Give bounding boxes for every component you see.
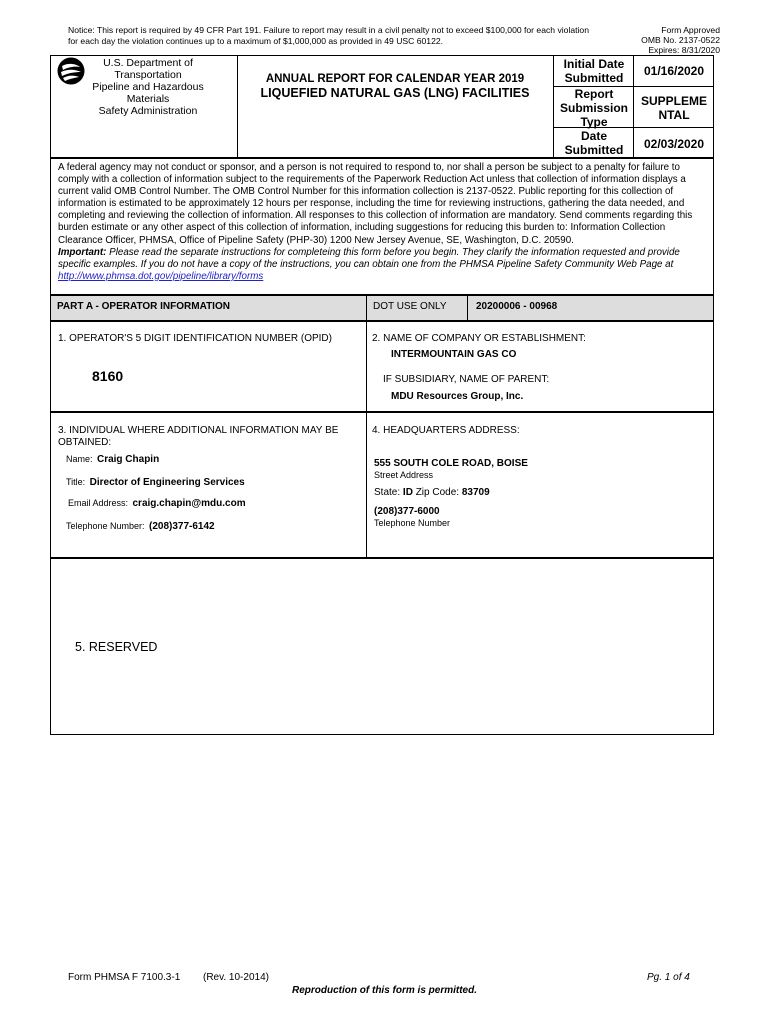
submission-type-value xyxy=(634,94,714,122)
agency-line: Materials xyxy=(126,93,170,105)
opid-label: 1. OPERATOR'S 5 DIGIT IDENTIFICATION NUMBER (OPID) xyxy=(58,333,332,344)
contact-email-row xyxy=(68,493,246,511)
contact-name-label: Name: xyxy=(66,454,93,464)
divider xyxy=(553,55,554,157)
divider xyxy=(50,294,714,296)
agency-name xyxy=(78,57,218,117)
label-line: Submission xyxy=(559,101,628,115)
zip-label: Zip Code: xyxy=(415,487,460,498)
street-address-label: Street Address xyxy=(374,470,434,480)
contact-label xyxy=(58,425,338,449)
date-submitted-label xyxy=(555,129,633,157)
agency-line: Transportation xyxy=(114,69,182,81)
value-line: SUPPLEME xyxy=(640,94,707,108)
initial-date-label xyxy=(555,57,633,85)
divider xyxy=(366,295,367,557)
divider xyxy=(50,411,714,413)
state-value[interactable]: ID xyxy=(402,487,413,498)
omb-approval xyxy=(612,25,720,55)
dot-use-only-label: DOT USE ONLY xyxy=(373,301,447,312)
contact-email-label: Email Address: xyxy=(68,498,129,508)
contact-phone-label: Telephone Number: xyxy=(66,521,145,531)
hq-phone-label: Telephone Number xyxy=(374,518,451,528)
notice-line-1: Notice: This report is required by 49 CFR Part 191. Failure to report may result in a civil penalty not to exceed $100,000 for each violation xyxy=(68,25,589,35)
initial-date-value: 01/16/2020 xyxy=(643,64,705,78)
label-line: Submitted xyxy=(564,143,624,157)
state-zip-row xyxy=(374,487,490,499)
dot-use-only-value: 20200006 - 00968 xyxy=(476,301,558,312)
form-id: Form PHMSA F 7100.3-1 xyxy=(68,972,181,983)
forms-library-link[interactable]: http://www.phmsa.dot.gov/pipeline/library/forms xyxy=(58,270,264,282)
label-line: Submitted xyxy=(564,71,624,85)
agency-line: Safety Administration xyxy=(98,105,198,117)
report-title xyxy=(240,72,550,101)
hq-phone-value[interactable]: (208)377-6000 xyxy=(374,506,440,517)
label-line: Type xyxy=(580,115,608,129)
parent-name-value[interactable]: MDU Resources Group, Inc. xyxy=(391,391,524,402)
zip-value[interactable]: 83709 xyxy=(461,487,490,498)
contact-name-value[interactable]: Craig Chapin xyxy=(96,454,160,465)
date-submitted-value: 02/03/2020 xyxy=(643,137,705,151)
form-approved-label: Form Approved xyxy=(661,25,720,35)
contact-phone-row xyxy=(66,516,215,534)
submission-type-label xyxy=(555,87,633,129)
company-name-label: 2. NAME OF COMPANY OR ESTABLISHMENT: xyxy=(372,333,586,344)
opid-value[interactable]: 8160 xyxy=(92,368,124,384)
reserved-label: 5. RESERVED xyxy=(75,640,158,654)
report-title-line-2: LIQUEFIED NATURAL GAS (LNG) FACILITIES xyxy=(260,86,530,100)
page-number: Pg. 1 of 4 xyxy=(647,972,690,983)
reproduction-notice: Reproduction of this form is permitted. xyxy=(292,985,478,996)
agency-line: U.S. Department of xyxy=(103,57,193,69)
form-revision: (Rev. 10-2014) xyxy=(203,972,269,983)
label-line: Date xyxy=(580,129,607,143)
part-a-title: PART A - OPERATOR INFORMATION xyxy=(57,301,230,312)
contact-email-value[interactable]: craig.chapin@mdu.com xyxy=(132,498,246,509)
important-label: Important: xyxy=(58,246,107,258)
burden-text: A federal agency may not conduct or sponsor, and a person is not required to respond to, nor shall a person be subject to a penalty for failure to comply with a collection of information subject to the requirements of the Paperwork Reduction Act unless that collection of information displays a current valid OMB Control Number. The OMB Control Number for this information collection is 2137-0522. Public reporting for this collection of information is estimated to be approximately 12 hours per response, including the time for reviewing instructions, gathering the data needed, and completing and reviewing the collection of information. All responses to this collection of information are mandatory. Send comments regarding this burden estimate or any other aspect of this collection of information, including suggestions for reducing this burden to: Information Collection Clearance Officer, PHMSA, Office of Pipeline Safety (PHP-30) 1200 New Jersey Avenue, SE, Washington, D.C. 20590. xyxy=(58,162,693,246)
label-line: OBTAINED: xyxy=(58,437,112,448)
label-line: Initial Date xyxy=(563,57,625,71)
agency-line: Pipeline and Hazardous xyxy=(92,81,204,93)
notice-line-2: for each day the violation continues up to a maximum of $1,000,000 as provided in 49 USC 60122. xyxy=(68,36,444,46)
value-line: NTAL xyxy=(658,108,690,122)
contact-title-value[interactable]: Director of Engineering Services xyxy=(89,477,245,488)
contact-title-label: Title: xyxy=(66,477,86,487)
important-text: Please read the separate instructions for completeing this form before you begin. They clarify the information requested and provide specific examples. If you do not have a copy of the instructions, you can obtain one from the PHMSA Pipeline Safety Community Web Page at xyxy=(58,246,680,270)
burden-statement xyxy=(58,162,708,283)
omb-expiration: Expires: 8/31/2020 xyxy=(648,45,720,55)
important-notice xyxy=(58,247,708,271)
label-line: 3. INDIVIDUAL WHERE ADDITIONAL INFORMATION MAY BE xyxy=(58,425,339,436)
company-name-value[interactable]: INTERMOUNTAIN GAS CO xyxy=(391,349,517,360)
omb-number: OMB No. 2137-0522 xyxy=(641,35,720,45)
parent-name-label: IF SUBSIDIARY, NAME OF PARENT: xyxy=(383,374,550,385)
divider xyxy=(237,55,238,157)
state-label: State: xyxy=(374,487,401,498)
label-line: Report xyxy=(574,87,614,101)
divider xyxy=(50,557,714,559)
street-address-value[interactable]: 555 SOUTH COLE ROAD, BOISE xyxy=(374,458,528,469)
divider xyxy=(50,320,714,322)
contact-name-row xyxy=(66,449,159,467)
contact-phone-value[interactable]: (208)377-6142 xyxy=(149,521,215,532)
notice-text xyxy=(68,25,628,47)
divider xyxy=(467,295,468,320)
divider xyxy=(50,157,714,159)
report-title-line-1: ANNUAL REPORT FOR CALENDAR YEAR 2019 xyxy=(265,73,525,85)
contact-title-row xyxy=(66,472,245,490)
headquarters-label: 4. HEADQUARTERS ADDRESS: xyxy=(372,425,520,436)
